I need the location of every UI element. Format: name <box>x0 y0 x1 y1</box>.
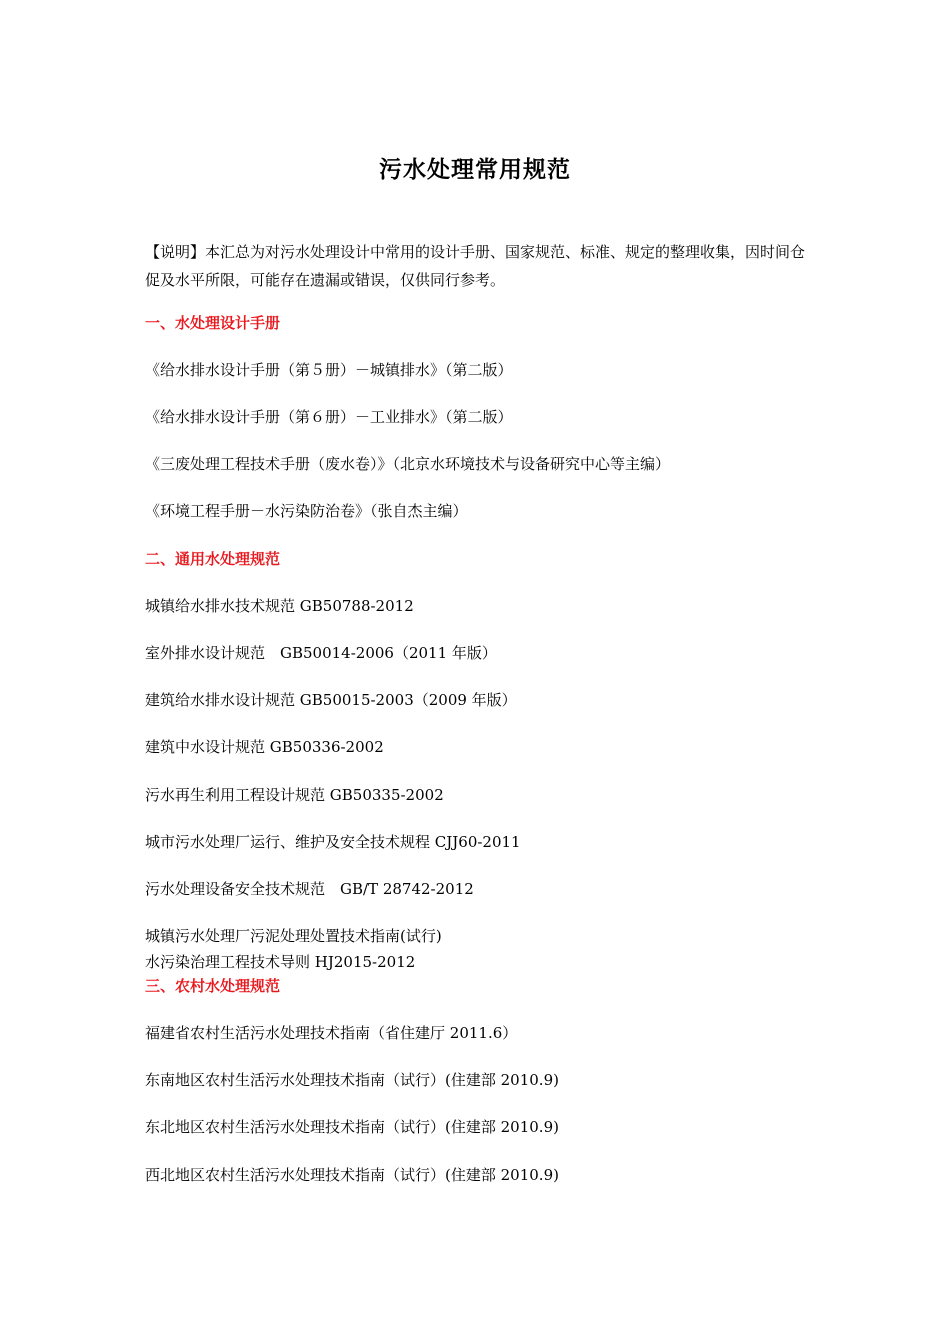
list-item: 《给水排水设计手册（第６册）－工业排水》（第二版） <box>145 408 513 426</box>
list-item: 东南地区农村生活污水处理技术指南（试行）(住建部 2010.9) <box>145 1071 559 1089</box>
section-heading-rural: 三、农村水处理规范 <box>145 977 281 995</box>
list-item: 《给水排水设计手册（第５册）－城镇排水》（第二版） <box>145 361 513 379</box>
list-item: 污水处理设备安全技术规范 GB/T 28742-2012 <box>145 880 474 898</box>
list-item: 建筑中水设计规范 GB50336-2002 <box>145 738 384 756</box>
list-item: 《环境工程手册－水污染防治卷》（张自杰主编） <box>145 502 468 520</box>
list-item: 城镇污水处理厂污泥处理处置技术指南(试行) <box>145 927 442 945</box>
section-heading-manuals: 一、水处理设计手册 <box>145 314 281 332</box>
list-item: 东北地区农村生活污水处理技术指南（试行）(住建部 2010.9) <box>145 1118 559 1136</box>
list-item: 《三废处理工程技术手册（废水卷）》（北京水环境技术与设备研究中心等主编） <box>145 455 671 473</box>
document-title: 污水处理常用规范 <box>379 157 571 183</box>
list-item: 城市污水处理厂运行、维护及安全技术规程 CJJ60-2011 <box>145 833 521 851</box>
list-item: 城镇给水排水技术规范 GB50788-2012 <box>145 597 414 615</box>
list-item: 室外排水设计规范 GB50014-2006（2011 年版） <box>145 644 497 662</box>
list-item: 西北地区农村生活污水处理技术指南（试行）(住建部 2010.9) <box>145 1166 559 1184</box>
list-item: 建筑给水排水设计规范 GB50015-2003（2009 年版） <box>145 691 517 709</box>
list-item: 水污染治理工程技术导则 HJ2015-2012 <box>145 953 416 971</box>
list-item: 污水再生利用工程设计规范 GB50335-2002 <box>145 786 444 804</box>
section-heading-general: 二、通用水处理规范 <box>145 550 281 568</box>
note-paragraph: 【说明】本汇总为对污水处理设计中常用的设计手册、国家规范、标准、规定的整理收集，因时间仓促及水平所限，可能存在遗漏或错误，仅供同行参考。 <box>145 243 806 289</box>
list-item: 福建省农村生活污水处理技术指南（省住建厅 2011.6） <box>145 1024 518 1042</box>
